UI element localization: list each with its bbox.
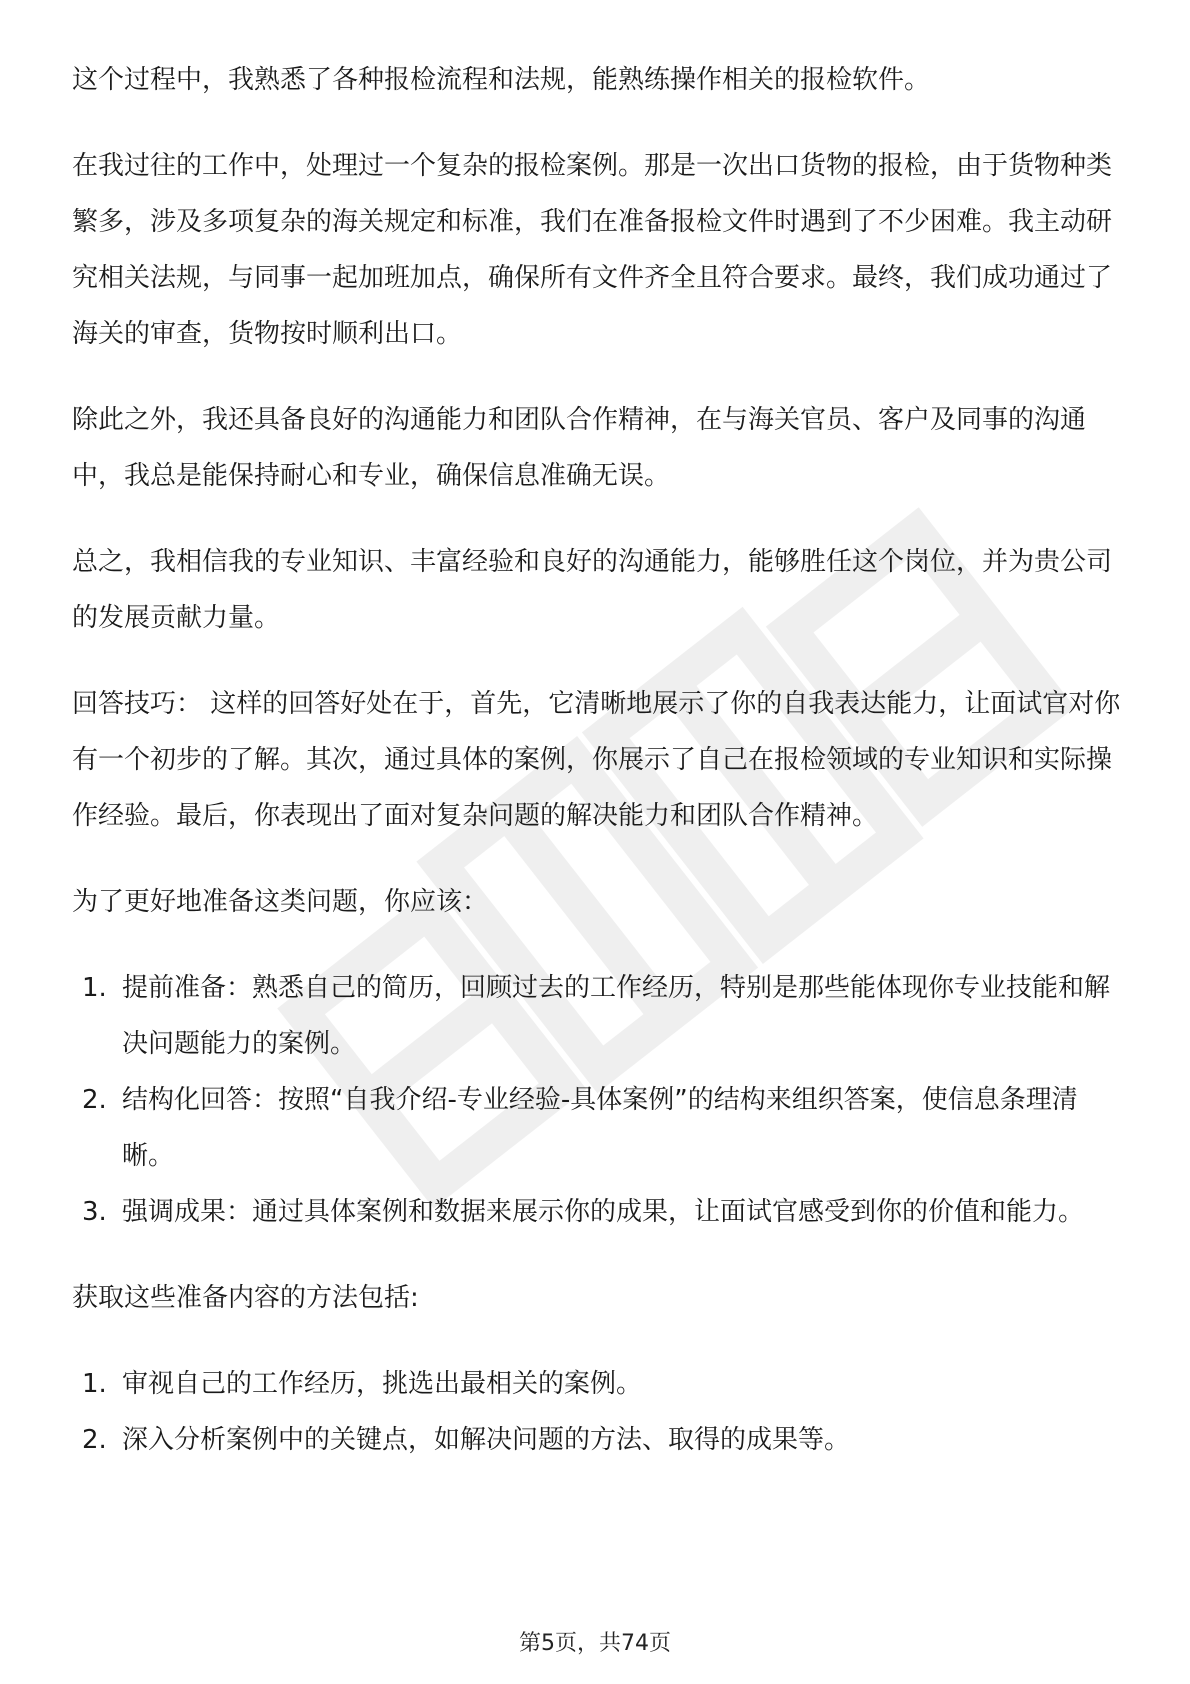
list-item-number: 3.: [82, 1197, 107, 1227]
list-item: [82, 1072, 1122, 1184]
page-number: 第5页，共74页: [519, 1631, 671, 1656]
list-item-number: 2.: [82, 1085, 107, 1115]
list-item-text: 审视自己的工作经历，挑选出最相关的案例。: [122, 1369, 643, 1399]
list-item: [82, 1412, 1122, 1468]
list-item: [82, 1356, 1122, 1412]
methods-list: [72, 1356, 1122, 1468]
paragraph-methods-intro: 获取这些准备内容的方法包括:: [72, 1283, 419, 1313]
prepare-list: [72, 960, 1122, 1240]
paragraph-communication: 除此之外，我还具备良好的沟通能力和团队合作精神，在与海关官员、客户及同事的沟通中，我总是能保持耐心和专业，确保信息准确无误。: [72, 405, 1087, 491]
list-item-number: 2.: [82, 1425, 107, 1455]
paragraph-summary: 总之，我相信我的专业知识、丰富经验和良好的沟通能力，能够胜任这个岗位，并为贵公司的发展贡献力量。: [72, 547, 1113, 633]
paragraph-answer-tips: 回答技巧： 这样的回答好处在于，首先，它清晰地展示了你的自我表达能力，让面试官对你有一个初步的了解。其次，通过具体的案例，你展示了自己在报检领域的专业知识和实际操作经验。最后，你表现出了面对复杂问题的解决能力和团队合作精神。: [72, 689, 1121, 831]
list-item-text: 结构化回答：按照“自我介绍-专业经验-具体案例”的结构来组织答案，使信息条理清晰。: [122, 1085, 1078, 1171]
paragraph-process: 这个过程中，我熟悉了各种报检流程和法规，能熟练操作相关的报检软件。: [72, 65, 931, 95]
list-item-number: 1.: [82, 1369, 107, 1399]
list-item-text: 强调成果：通过具体案例和数据来展示你的成果，让面试官感受到你的价值和能力。: [122, 1197, 1085, 1227]
paragraph-case: 在我过往的工作中，处理过一个复杂的报检案例。那是一次出口货物的报检，由于货物种类繁多，涉及多项复杂的海关规定和标准，我们在准备报检文件时遇到了不少困难。我主动研究相关法规，与同事一起加班加点，确保所有文件齐全且符合要求。最终，我们成功通过了海关的审查，货物按时顺利出口。: [72, 151, 1113, 349]
list-item: [82, 960, 1122, 1072]
document-body: [72, 52, 1122, 1498]
list-item-number: 1.: [82, 973, 107, 1003]
list-item-text: 深入分析案例中的关键点，如解决问题的方法、取得的成果等。: [122, 1425, 851, 1455]
paragraph-prepare-intro: 为了更好地准备这类问题，你应该：: [72, 887, 489, 917]
list-item-text: 提前准备：熟悉自己的简历，回顾过去的工作经历，特别是那些能体现你专业技能和解决问题能力的案例。: [122, 973, 1111, 1059]
list-item: [82, 1184, 1122, 1240]
